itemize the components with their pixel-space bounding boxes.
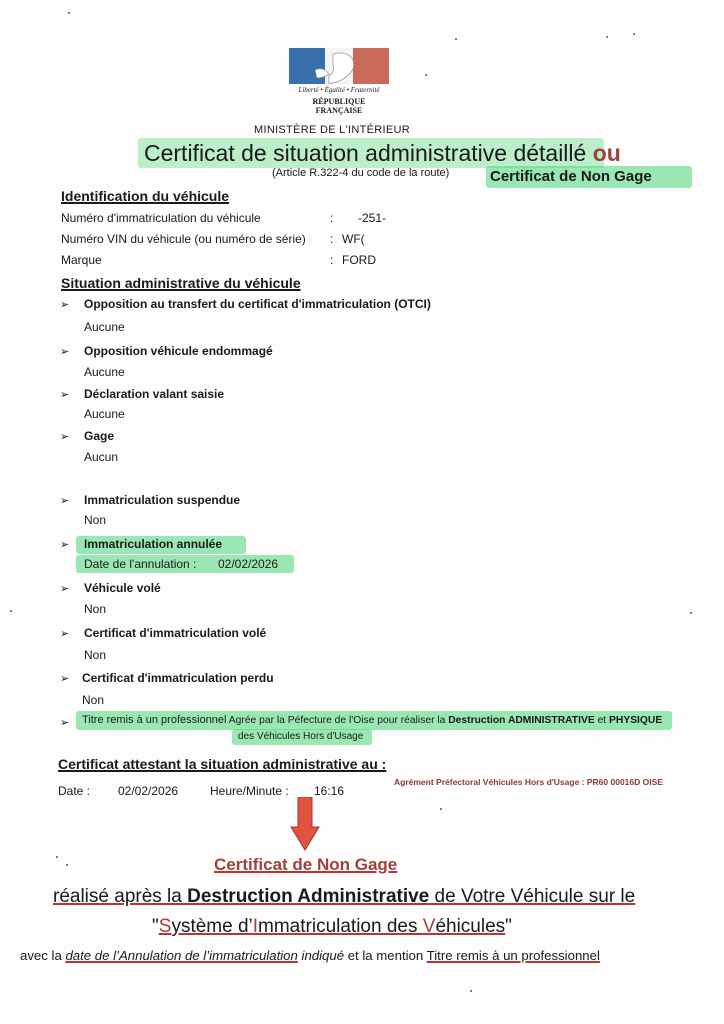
item-value: Aucune xyxy=(84,407,125,421)
item-value: Non xyxy=(84,648,107,662)
document-subtitle: (Article R.322-4 du code de la route) xyxy=(272,167,450,179)
registration-number: -251- xyxy=(358,211,387,225)
item-title: Certificat d'immatriculation volé xyxy=(84,626,267,640)
item-title: Opposition véhicule endommagé xyxy=(84,344,273,358)
field-separator: : xyxy=(330,232,334,246)
annotation-line2 xyxy=(152,916,512,938)
bullet-arrow: ➢ xyxy=(60,717,70,729)
vin-number: WF( xyxy=(342,232,365,246)
item-value: Aucune xyxy=(84,320,125,334)
title-or: ou xyxy=(592,140,621,166)
item-value: Aucun xyxy=(84,450,119,464)
item-title: Déclaration valant saisie xyxy=(84,387,225,401)
down-arrow-icon xyxy=(290,797,320,851)
bullet-arrow: ➢ xyxy=(60,389,70,401)
scan-speck xyxy=(690,612,692,614)
date-value: 02/02/2026 xyxy=(118,784,179,798)
item-title: Gage xyxy=(84,429,115,443)
field-label: Marque xyxy=(61,253,102,267)
pro-text: Agrée par la Péfecture de l'Oise pour réaliser la xyxy=(226,715,449,726)
bullet-arrow: ➢ xyxy=(60,673,70,685)
scan-speck xyxy=(633,33,635,35)
quote: " xyxy=(152,916,159,937)
pro-mention xyxy=(82,714,662,726)
bullet-arrow: ➢ xyxy=(60,299,70,311)
date-label: Date : xyxy=(58,784,91,798)
logo-motto: Liberté • Égalité • Fraternité xyxy=(298,86,380,94)
marianne-logo xyxy=(289,48,389,84)
annotation-heading: Certificat de Non Gage xyxy=(214,855,398,874)
item-value: Non xyxy=(84,513,107,527)
scan-speck xyxy=(470,990,472,992)
scan-speck xyxy=(56,856,58,858)
pro-text: et xyxy=(594,715,610,726)
identification-title: Identification du véhicule xyxy=(61,188,230,204)
bullet-arrow: ➢ xyxy=(60,431,70,443)
initial-letter: I xyxy=(252,916,259,937)
field-separator: : xyxy=(330,211,334,225)
bullet-arrow: ➢ xyxy=(60,628,70,640)
annotation-bold: Destruction Administrative xyxy=(187,886,430,907)
quote: " xyxy=(505,916,512,937)
item-title: Certificat d'immatriculation perdu xyxy=(82,671,274,685)
pro-lead: Titre remis à un professionnel xyxy=(82,714,227,726)
item-title: Immatriculation suspendue xyxy=(84,493,241,507)
annotation-text: et la mention xyxy=(344,948,427,963)
document-title xyxy=(144,140,621,167)
annotation-text: avec la xyxy=(20,948,66,963)
situation-title: Situation administrative du véhicule xyxy=(61,275,301,291)
scan-speck xyxy=(440,808,442,810)
annotation-text: ystème d’ xyxy=(171,916,253,937)
bullet-arrow: ➢ xyxy=(60,495,70,507)
agrement-label: Agrément Préfectoral Véhicules Hors d'Usage : PR60 00016D OISE xyxy=(394,777,663,787)
annotation-text: mmatriculation des xyxy=(258,916,423,937)
annotation-line1 xyxy=(53,886,635,908)
time-value: 16:16 xyxy=(314,784,345,798)
annulation-date-value: 02/02/2026 xyxy=(218,557,279,571)
bullet-arrow: ➢ xyxy=(60,539,70,551)
alt-title: Certificat de Non Gage xyxy=(490,168,652,185)
bullet-arrow: ➢ xyxy=(60,346,70,358)
annotation-italic: indiqué xyxy=(297,948,345,963)
annotation-line3 xyxy=(20,948,600,963)
ministry-label: MINISTÈRE DE L'INTÉRIEUR xyxy=(254,124,410,136)
annotation-text: de Votre Véhicule sur le xyxy=(429,886,636,907)
annotation-text: éhicules xyxy=(435,916,506,937)
item-value: Non xyxy=(84,602,107,616)
scan-speck xyxy=(68,12,70,14)
field-label: Numéro VIN du véhicule (ou numéro de série) xyxy=(61,232,306,246)
bullet-arrow: ➢ xyxy=(60,583,70,595)
pro-mention-line2: des Véhicules Hors d'Usage xyxy=(238,731,364,742)
scan-speck xyxy=(455,38,457,40)
annotation-text: réalisé après la xyxy=(53,886,188,907)
pro-bold: PHYSIQUE xyxy=(609,715,663,726)
time-label: Heure/Minute : xyxy=(210,784,289,798)
field-label: Numéro d'immatriculation du véhicule xyxy=(61,211,261,225)
item-title: Véhicule volé xyxy=(84,581,161,595)
scan-speck xyxy=(10,610,12,612)
scan-speck xyxy=(66,864,68,866)
title-text: Certificat de situation administrative détaillé xyxy=(144,140,587,166)
initial-letter: V xyxy=(422,916,436,937)
annulation-date-label: Date de l'annulation : xyxy=(84,557,197,571)
scan-speck xyxy=(425,74,427,76)
annotation-text: Titre remis à un professionnel xyxy=(426,948,600,963)
pro-bold: Destruction ADMINISTRATIVE xyxy=(448,715,595,726)
vehicle-make: FORD xyxy=(342,253,376,267)
field-separator: : xyxy=(330,253,334,267)
attest-title: Certificat attestant la situation administrative au : xyxy=(58,756,387,772)
item-title: Opposition au transfert du certificat d'immatriculation (OTCI) xyxy=(84,297,431,311)
logo-republic: RÉPUBLIQUE FRANÇAISE xyxy=(312,97,366,115)
item-title: Immatriculation annulée xyxy=(84,537,223,551)
scan-speck xyxy=(606,36,608,38)
annotation-italic: date de l’Annulation de l’immatriculation xyxy=(65,948,298,963)
item-value: Non xyxy=(82,693,105,707)
item-value: Aucune xyxy=(84,365,125,379)
initial-letter: S xyxy=(158,916,172,937)
